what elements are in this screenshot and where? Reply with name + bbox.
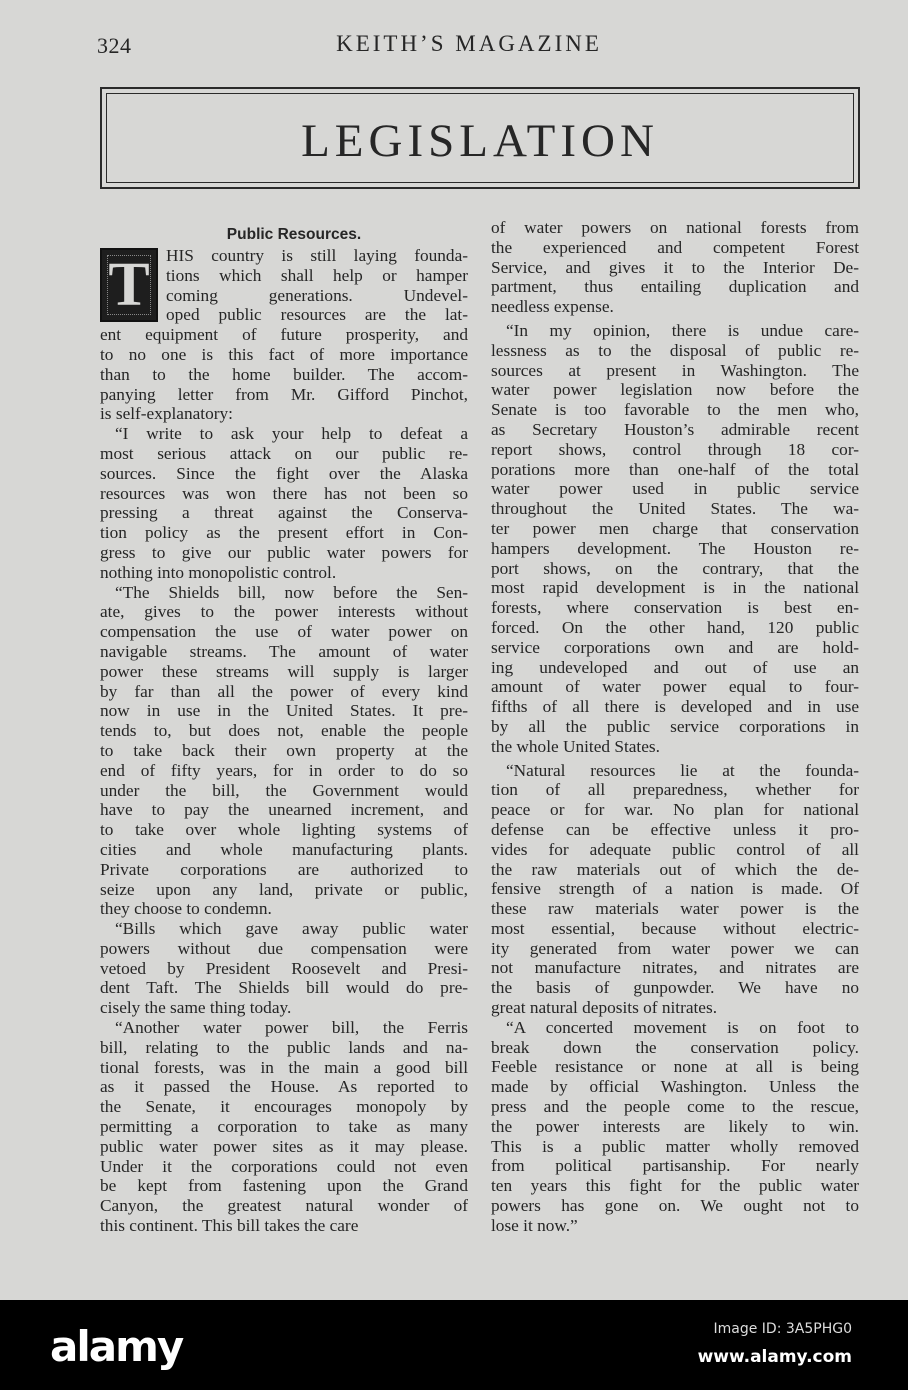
- text-line: “In my opinion, there is undue care-: [506, 320, 859, 340]
- text-line: porations more than one-half of the total: [491, 459, 859, 479]
- text-line: is self-explanatory:: [100, 404, 233, 424]
- title-frame-inner: [106, 93, 854, 183]
- text-line: “Bills which gave away public water: [115, 919, 468, 939]
- text-line: permitting a corporation to take as many: [100, 1117, 468, 1137]
- article-title: LEGISLATION: [301, 115, 659, 167]
- text-line: oped public resources are the lat-: [166, 305, 468, 325]
- text-line: ten years this fight for the public water: [491, 1176, 859, 1196]
- text-line: ing undeveloped and out of use an: [491, 657, 859, 677]
- text-line: Service, and gives it to the Interior De-: [491, 257, 859, 277]
- text-line: Canyon, the greatest natural wonder of: [100, 1196, 468, 1216]
- text-line: HIS country is still laying founda-: [166, 246, 468, 265]
- text-line: ter power men charge that conservation: [491, 518, 859, 538]
- left-column: [100, 224, 468, 1236]
- text-line: most essential, because without electric-: [491, 918, 859, 938]
- text-line: under the bill, the Government would: [100, 780, 468, 800]
- text-line: port shows, on the contrary, that the: [491, 558, 859, 578]
- paragraph: [100, 583, 468, 920]
- alamy-logo: alamy: [50, 1322, 183, 1371]
- text-line: nothing into monopolistic control.: [100, 562, 337, 582]
- text-line: navigable streams. The amount of water: [100, 641, 468, 661]
- right-column: [491, 218, 859, 1236]
- right-column-text: [491, 218, 859, 1236]
- text-line: resources was won there has not been so: [100, 483, 468, 503]
- text-line: tions which shall help or hamper: [166, 265, 468, 285]
- text-line: press and the people come to the rescue,: [491, 1097, 859, 1117]
- text-line: the experienced and competent Forest: [491, 237, 859, 257]
- text-line: than to the home builder. The accom-: [100, 364, 468, 384]
- text-line: power these streams will supply is larger: [100, 661, 468, 681]
- running-title: KEITH’S MAGAZINE: [336, 31, 602, 56]
- text-line: Senate is too favorable to the men who,: [491, 400, 859, 420]
- watermark-banner: [0, 1300, 908, 1390]
- paragraph: [491, 321, 859, 757]
- text-line: tion policy as the present effort in Con-: [100, 523, 468, 543]
- text-line: made by official Washington. Unless the: [491, 1077, 859, 1097]
- text-line: to take back their own property at the: [100, 740, 468, 760]
- page-number: 324: [97, 33, 132, 58]
- text-line: forests, where conservation is best en-: [491, 598, 859, 618]
- text-line: vides for adequate public control of all: [491, 839, 859, 859]
- text-line: dent Taft. The Shields bill would do pre-: [100, 978, 468, 998]
- text-line: peace or for war. No plan for national: [491, 800, 859, 820]
- text-line: ate, gives to the power interests without: [100, 602, 468, 622]
- text-line: pressing a threat against the Conserva-: [100, 503, 468, 523]
- text-line: coming generations. Undevel-: [166, 285, 468, 305]
- text-line: amount of water power equal to four-: [491, 677, 859, 697]
- text-line: public water power sites as it may please.: [100, 1136, 468, 1156]
- text-line: “The Shields bill, now before the Sen-: [115, 582, 468, 602]
- text-line: the whole United States.: [491, 736, 660, 756]
- text-line: as Secretary Houston’s admirable recent: [491, 419, 859, 439]
- section-heading: Public Resources.: [226, 226, 362, 243]
- text-line: partment, thus entailing duplication and: [491, 277, 859, 297]
- text-line: tends to, but does not, enable the people: [100, 721, 468, 741]
- paragraph: [491, 1018, 859, 1236]
- title-frame: [100, 87, 860, 189]
- text-line: to no one is this fact of more importance: [100, 344, 468, 364]
- text-line: ity generated from water power we can: [491, 938, 859, 958]
- text-line: cities and whole manufacturing plants.: [100, 839, 468, 859]
- text-line: to take over whole lighting systems of: [100, 820, 468, 840]
- text-line: these raw materials water power is the: [491, 899, 859, 919]
- text-line: great natural deposits of nitrates.: [491, 998, 718, 1018]
- text-line: fifths of all there is developed and in use: [491, 697, 859, 717]
- paragraph: [100, 919, 468, 1018]
- text-line: “Natural resources lie at the founda-: [506, 760, 859, 780]
- text-line: the Senate, it encourages monopoly by: [100, 1097, 468, 1117]
- text-line: the raw materials out of which the de-: [491, 859, 859, 879]
- paragraph: [491, 218, 859, 317]
- text-line: bill, relating to the public lands and na-: [100, 1037, 468, 1057]
- text-line: be kept from fastening upon the Grand: [100, 1176, 468, 1196]
- text-line: sources at present in Washington. The: [491, 360, 859, 380]
- text-line: not manufacture nitrates, and nitrates are: [491, 958, 859, 978]
- text-line: end of fifty years, for in order to do so: [100, 760, 468, 780]
- text-line: hampers development. The Houston re-: [491, 538, 859, 558]
- text-line: by all the public service corporations in: [491, 716, 859, 736]
- text-line: of water powers on national forests from: [491, 218, 859, 237]
- text-line: powers has gone on. We ought not to: [491, 1196, 859, 1216]
- text-line: by far than all the power of every kind: [100, 681, 468, 701]
- text-line: This is a public matter wholly removed: [491, 1136, 859, 1156]
- text-line: powers without due compensation were: [100, 938, 468, 958]
- text-line: report shows, control through 18 cor-: [491, 439, 859, 459]
- text-line: they choose to condemn.: [100, 899, 272, 919]
- text-line: most serious attack on our public re-: [100, 443, 468, 463]
- text-line: tional forests, was in the main a good bill: [100, 1057, 468, 1077]
- left-column-text: [100, 246, 468, 1236]
- text-line: Feeble resistance or none at all is being: [491, 1057, 859, 1077]
- text-line: ent equipment of future prosperity, and: [100, 325, 468, 345]
- text-line: fensive strength of a nation is made. Of: [491, 879, 859, 899]
- paragraph: [491, 761, 859, 1018]
- text-line: tion of all preparedness, whether for: [491, 780, 859, 800]
- text-line: water power used in public service: [491, 479, 859, 499]
- text-line: compensation the use of water power on: [100, 622, 468, 642]
- site-url: www.alamy.com: [697, 1347, 852, 1367]
- text-line: seize upon any land, private or public,: [100, 879, 468, 899]
- text-line: break down the conservation policy.: [491, 1037, 859, 1057]
- text-line: “A concerted movement is on foot to: [506, 1017, 859, 1037]
- text-line: needless expense.: [491, 297, 614, 317]
- text-line: Under it the corporations could not even: [100, 1156, 468, 1176]
- text-line: this continent. This bill takes the care: [100, 1216, 359, 1236]
- text-line: the basis of gunpowder. We have no: [491, 978, 859, 998]
- text-line: now in use in the United States. It pre-: [100, 701, 468, 721]
- text-line: as it passed the House. As reported to: [100, 1077, 468, 1097]
- text-line: “Another water power bill, the Ferris: [115, 1018, 468, 1038]
- text-line: forced. On the other hand, 120 public: [491, 617, 859, 637]
- text-line: lose it now.”: [491, 1215, 578, 1235]
- text-line: gress to give our public water powers for: [100, 542, 468, 562]
- text-line: panying letter from Mr. Gifford Pinchot,: [100, 384, 468, 404]
- text-line: have to pay the unearned increment, and: [100, 800, 468, 820]
- text-line: water power legislation now before the: [491, 380, 859, 400]
- text-line: service corporations own and are hold-: [491, 637, 859, 657]
- text-line: vetoed by President Roosevelt and Presi-: [100, 958, 468, 978]
- text-line: defense can be effective unless it pro-: [491, 819, 859, 839]
- text-line: throughout the United States. The wa-: [491, 499, 859, 519]
- text-line: most rapid development is in the national: [491, 578, 859, 598]
- paragraph: [100, 1018, 468, 1236]
- ornamental-drop-cap-icon: [100, 248, 158, 322]
- image-id: Image ID: 3A5PHG0: [713, 1321, 852, 1337]
- paragraph: [100, 424, 468, 582]
- text-line: cisely the same thing today.: [100, 998, 292, 1018]
- text-line: Private corporations are authorized to: [100, 859, 468, 879]
- text-line: “I write to ask your help to defeat a: [115, 424, 468, 444]
- text-line: sources. Since the fight over the Alaska: [100, 463, 468, 483]
- text-line: from political partisanship. For nearly: [491, 1156, 859, 1176]
- text-line: lessness as to the disposal of public re-: [491, 340, 859, 360]
- drop-cap-letter: T: [108, 251, 150, 319]
- text-line: the power interests are likely to win.: [491, 1116, 859, 1136]
